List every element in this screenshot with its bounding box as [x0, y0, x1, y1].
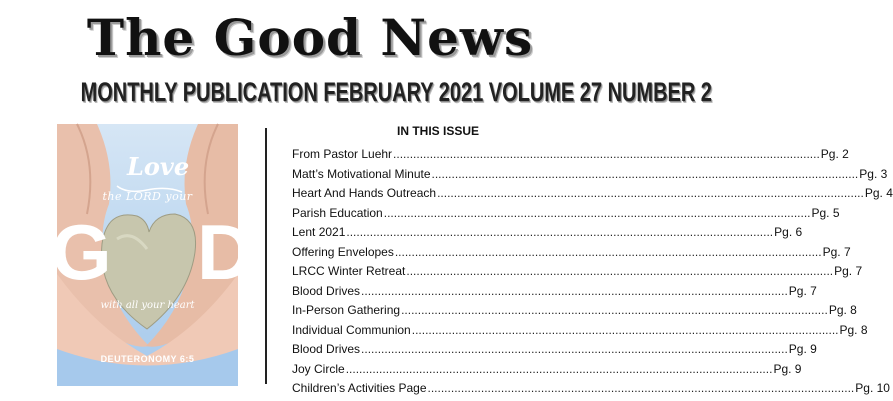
vertical-divider: [265, 128, 267, 384]
toc-item[interactable]: [292, 225, 803, 245]
toc-item[interactable]: [292, 147, 849, 167]
toc-dot-leader: [361, 284, 788, 298]
toc-item-page: Pg. 8: [828, 303, 857, 317]
toc-dot-leader: [393, 147, 820, 161]
toc-item[interactable]: [292, 381, 890, 401]
toc-item-title: Lent 2021: [292, 225, 346, 239]
toc-dot-leader: [361, 342, 788, 356]
toc-dot-leader: [406, 264, 833, 278]
toc-item-title: Blood Drives: [292, 283, 361, 298]
toc-item-page: Pg. 3: [859, 166, 888, 181]
publication-subtitle: MONTHLY PUBLICATION FEBRUARY 2021 VOLUME 27 NUMBER 2: [80, 77, 712, 107]
cover-love-text: Love: [127, 152, 190, 181]
toc-item-page: Pg. 9: [788, 342, 817, 356]
toc-item-title: Joy Circle: [292, 361, 345, 376]
toc-dot-leader: [412, 323, 839, 337]
toc-item[interactable]: [292, 264, 863, 284]
cover-heart-text: with all your heart: [100, 300, 195, 311]
toc-item[interactable]: [292, 166, 888, 187]
toc-item[interactable]: [292, 205, 840, 226]
cover-god-g: G: [51, 208, 112, 296]
toc-item[interactable]: [292, 303, 857, 323]
toc-item-page: Pg. 4: [864, 186, 893, 200]
toc-dot-leader: [346, 225, 773, 239]
cover-image: [51, 124, 254, 386]
toc-item[interactable]: [292, 361, 802, 382]
toc-item-title: Offering Envelopes: [292, 244, 394, 259]
toc-dot-leader: [428, 381, 855, 395]
toc-dot-leader: [384, 206, 811, 220]
toc-dot-leader: [346, 362, 773, 376]
toc-item[interactable]: [292, 244, 851, 265]
toc-item-page: Pg. 7: [822, 244, 851, 259]
toc-item-page: Pg. 9: [773, 361, 802, 376]
toc-item[interactable]: [292, 186, 893, 206]
toc-item-title: LRCC Winter Retreat: [292, 264, 406, 278]
toc-dot-leader: [437, 186, 864, 200]
toc-item[interactable]: [292, 283, 817, 304]
toc-item[interactable]: [292, 342, 817, 362]
toc-item-page: Pg. 10: [855, 381, 890, 395]
toc-dot-leader: [432, 167, 859, 181]
cover-scripture-reference: DEUTERONOMY 6:5: [100, 354, 195, 364]
toc-item-page: Pg. 6: [774, 225, 803, 239]
table-of-contents: [292, 147, 893, 401]
toc-item-title: From Pastor Luehr: [292, 147, 393, 161]
newsletter-title: The Good News: [86, 8, 534, 67]
toc-item-title: Matt’s Motivational Minute: [292, 166, 431, 181]
toc-heading: IN THIS ISSUE: [396, 124, 479, 138]
toc-item-page: Pg. 7: [788, 283, 817, 298]
toc-item-page: Pg. 2: [820, 147, 849, 161]
toc-item-title: Parish Education: [292, 205, 383, 220]
cover-god-d: D: [197, 208, 254, 296]
toc-item-title: Children’s Activities Page: [292, 381, 427, 395]
toc-dot-leader: [401, 303, 828, 317]
toc-dot-leader: [395, 245, 822, 259]
toc-item-title: Individual Communion: [292, 322, 411, 337]
toc-item-title: Blood Drives: [292, 342, 361, 356]
cover-lord-text: the LORD your: [102, 190, 193, 203]
toc-item-page: Pg. 7: [834, 264, 863, 278]
toc-item-page: Pg. 5: [811, 205, 840, 220]
toc-item[interactable]: [292, 322, 868, 343]
toc-item-page: Pg. 8: [839, 322, 868, 337]
toc-item-title: Heart And Hands Outreach: [292, 186, 437, 200]
toc-item-title: In-Person Gathering: [292, 303, 401, 317]
